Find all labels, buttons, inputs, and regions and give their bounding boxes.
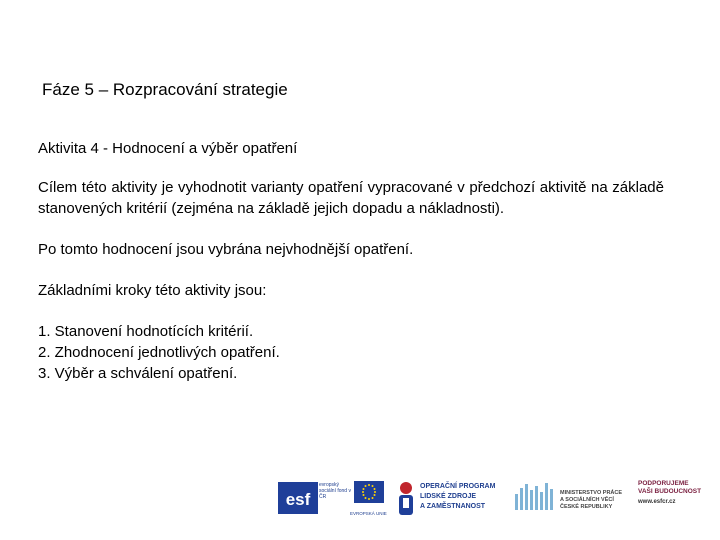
- esf-mark-text: esf: [285, 490, 311, 509]
- steps-intro: Základními kroky této aktivity jsou:: [38, 282, 267, 299]
- footer-logos: [278, 476, 716, 522]
- person-icon: [396, 480, 416, 516]
- esf-logo: [278, 478, 387, 518]
- steps-list: [38, 321, 664, 384]
- esf-mark-icon: [278, 482, 318, 514]
- eu-caption: EVROPSKÁ UNIE: [350, 511, 387, 516]
- eu-flag-icon: [354, 481, 384, 503]
- list-item: 1. Stanovení hodnotících kritérií.: [38, 323, 254, 340]
- list-item: 2. Zhodnocení jednotlivých opatření.: [38, 344, 280, 361]
- list-item: 3. Výběr a schválení opatření.: [38, 365, 238, 382]
- result-paragraph: Po tomto hodnocení jsou vybrána nejvhodnější opatření.: [38, 241, 414, 258]
- op-lzz-logo: [396, 478, 506, 520]
- support-line: PODPORUJEME: [638, 480, 689, 487]
- slide-body: [38, 138, 664, 384]
- op-line: A ZAMĚSTNANOST: [420, 503, 486, 510]
- op-line: OPERAČNÍ PROGRAM: [420, 483, 496, 490]
- support-url: www.esfcr.cz: [638, 499, 676, 505]
- ministry-bars-icon: [514, 480, 554, 516]
- esf-caption: evropský sociální fond v ČR: [319, 482, 351, 500]
- support-line: VAŠI BUDOUCNOST: [638, 488, 702, 495]
- slide-title: Fáze 5 – Rozpracování strategie: [42, 80, 288, 99]
- ministry-line: A SOCIÁLNÍCH VĚCÍ: [560, 497, 614, 503]
- support-logo: [638, 480, 716, 520]
- description-paragraph: Cílem této aktivity je vyhodnotit varianty opatření vypracované v předchozí aktivitě na základě stanovených kritérií (zejména na základě jejich dopadu a nákladnosti).: [38, 179, 664, 217]
- ministry-line: ČESKÉ REPUBLIKY: [560, 504, 613, 510]
- ministry-line: MINISTERSTVO PRÁCE: [560, 490, 623, 496]
- op-line: LIDSKÉ ZDROJE: [420, 493, 477, 500]
- ministry-logo: [514, 478, 644, 520]
- activity-subtitle: Aktivita 4 - Hodnocení a výběr opatření: [38, 140, 298, 157]
